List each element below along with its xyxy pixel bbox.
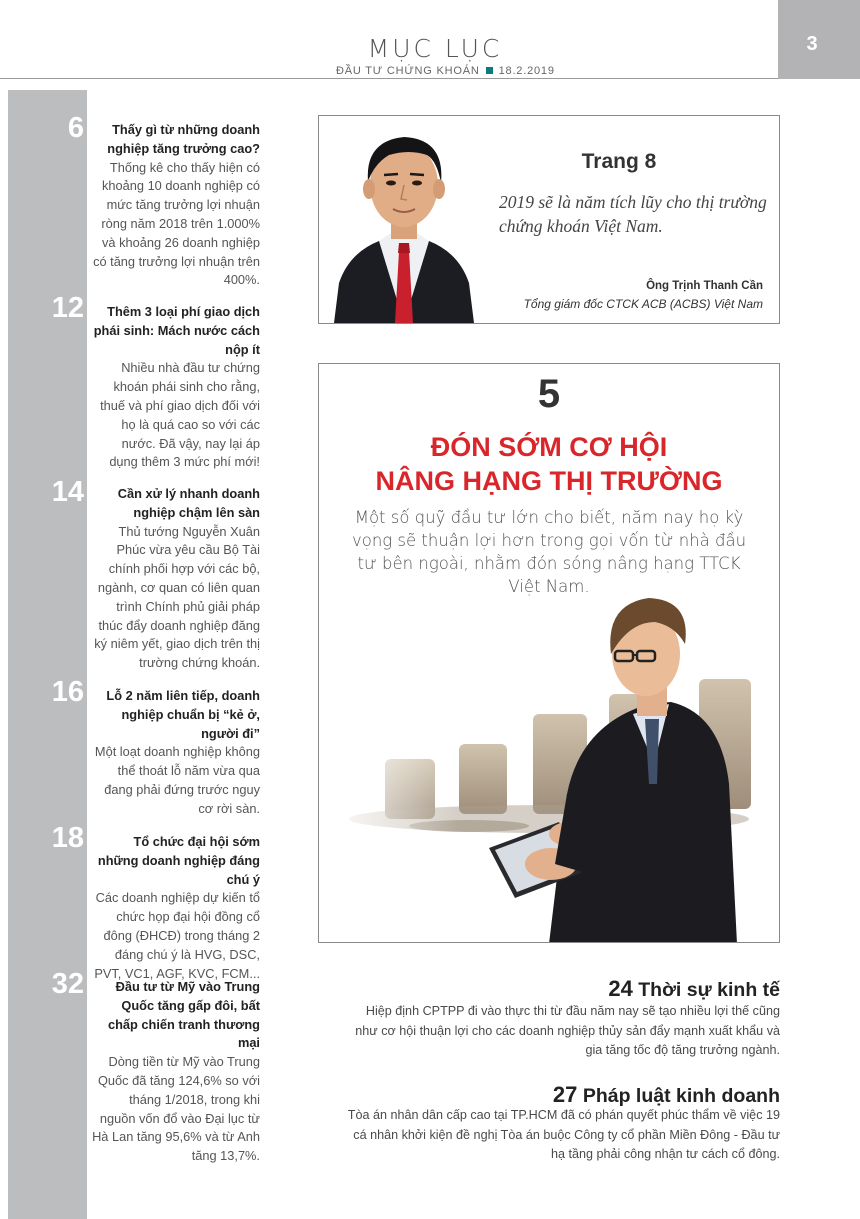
toc-page-number[interactable]: 6 bbox=[67, 112, 84, 144]
toc-entry[interactable] bbox=[92, 978, 260, 1166]
toc-title[interactable]: Đầu tư từ Mỹ vào Trung Quốc tăng gấp đôi, bất chấp chiến tranh thương mại bbox=[107, 979, 260, 1051]
left-strip bbox=[8, 90, 87, 1219]
issue-date: 18.2.2019 bbox=[498, 65, 555, 77]
toc-desc: Thủ tướng Nguyễn Xuân Phúc vừa yêu cầu Bộ Tài chính phối hợp với các bộ, ngành, cơ quan có liên quan trình Chính phủ giải pháp thúc đẩy doanh nghiệp đăng ký niêm yết, giao dịch trên thị trường chứng khoán. bbox=[94, 523, 260, 671]
toc-title[interactable]: Lỗ 2 năm liên tiếp, doanh nghiệp chuẩn bị “kẻ ở, người đi” bbox=[106, 688, 260, 741]
highlight-title: Trang 8 bbox=[581, 150, 657, 173]
toc-page-number[interactable]: 12 bbox=[51, 292, 84, 324]
feature-headline-line1[interactable]: ĐÓN SỚM CƠ HỘI bbox=[430, 432, 668, 462]
toc-page-number[interactable]: 14 bbox=[51, 476, 84, 508]
toc-title[interactable]: Thêm 3 loại phí giao dịch phái sinh: Mách nước cách nộp ít bbox=[93, 304, 260, 357]
feature-box[interactable] bbox=[318, 363, 780, 943]
toc-page-number[interactable]: 18 bbox=[51, 822, 84, 854]
person-name: Ông Trịnh Thanh Cần bbox=[646, 280, 763, 292]
feature-headline-line2[interactable]: NÂNG HẠNG THỊ TRƯỜNG bbox=[375, 466, 723, 496]
toc-desc: Các doanh nghiệp dự kiến tổ chức họp đại hội đồng cổ đông (ĐHCĐ) trong tháng 2 đáng chú ý là HVG, DSC, PVT, VC1, AGF, KVC, FCM... bbox=[94, 890, 260, 981]
portrait-photo bbox=[329, 123, 479, 323]
section-description: Tòa án nhân dân cấp cao tại TP.HCM đã có phán quyết phúc thẩm về việc 19 cá nhân khởi kiện đề nghị Tòa án buộc Công ty cổ phần Miền Đông - Đầu tư hạ tầng phải công nhận tư cách cổ đông. bbox=[347, 1108, 780, 1161]
toc-desc: Dòng tiền từ Mỹ vào Trung Quốc đã tăng 124,6% so với tháng 1/2018, trong khi nguồn vốn đổ vào Đại lục từ Hà Lan tăng 95,6% và từ Anh tăng 13,7%. bbox=[92, 1054, 260, 1164]
toc-entry[interactable] bbox=[92, 303, 260, 472]
section-description: Hiệp định CPTPP đi vào thực thi từ đầu năm nay sẽ tạo nhiều lợi thế cũng như cơ hội thuận lợi cho các doanh nghiệp thủy sản đẩy mạnh xuất khẩu và gia tăng tốc độ tăng trưởng ngành. bbox=[355, 1004, 780, 1057]
section-page-number[interactable]: 27 bbox=[552, 1082, 578, 1107]
toc-title[interactable]: Tổ chức đại hội sớm những doanh nghiệp đáng chú ý bbox=[97, 834, 260, 887]
publication-name: ĐẦU TƯ CHỨNG KHOÁN bbox=[336, 65, 480, 77]
toc-entry[interactable] bbox=[92, 485, 260, 673]
highlight-box[interactable] bbox=[318, 115, 780, 324]
section-page-number[interactable]: 24 bbox=[608, 976, 633, 1001]
toc-desc: Một loạt doanh nghiệp không thể thoát lỗ năm vừa qua đang phải đứng trước nguy cơ rời sàn. bbox=[94, 744, 260, 816]
feature-description: Một số quỹ đầu tư lớn cho biết, năm nay họ kỳ vọng sẽ thuận lợi hơn trong gọi vốn từ nhà đầu tư bên ngoài, nhằm đón sóng nâng hạng TTCK Việt Nam. bbox=[351, 508, 747, 596]
highlight-quote: 2019 sẽ là năm tích lũy cho thị trường chứng khoán Việt Nam. bbox=[499, 192, 767, 236]
feature-page-number[interactable]: 5 bbox=[537, 372, 561, 416]
toc-entry[interactable] bbox=[92, 687, 260, 819]
header-rule bbox=[0, 78, 778, 79]
section-title-text[interactable]: Thời sự kinh tế bbox=[638, 979, 780, 1001]
page-number: 3 bbox=[806, 33, 818, 55]
section-heading[interactable] bbox=[553, 1082, 780, 1108]
person-role: Tổng giám đốc CTCK ACB (ACBS) Việt Nam bbox=[523, 297, 763, 311]
toc-entry[interactable] bbox=[92, 121, 260, 290]
section-title-text[interactable]: Pháp luật kinh doanh bbox=[582, 1085, 780, 1107]
section-heading[interactable] bbox=[608, 976, 780, 1002]
section-title: MỤC LỤC bbox=[367, 34, 503, 63]
toc-entry[interactable] bbox=[92, 833, 260, 983]
toc-title[interactable]: Thấy gì từ những doanh nghiệp tăng trưởng cao? bbox=[107, 122, 260, 156]
toc-desc: Thống kê cho thấy hiện có khoảng 10 doanh nghiệp có mức tăng trưởng lợi nhuận ròng năm 2018 trên 1.000% và khoảng 26 doanh nghiệp có tăng trưởng lợi nhuận trên 400%. bbox=[93, 159, 260, 288]
toc-page-number[interactable]: 32 bbox=[51, 968, 84, 1000]
publication-line bbox=[336, 65, 555, 77]
toc-title[interactable]: Cần xử lý nhanh doanh nghiệp chậm lên sàn bbox=[117, 486, 260, 520]
toc-desc: Nhiều nhà đầu tư chứng khoán phái sinh cho rằng, thuế và phí giao dịch đối với họ là quá cao so với các nước. Đã vậy, nay lại áp dụng thêm 3 mức phí mới! bbox=[100, 360, 260, 470]
square-bullet-icon bbox=[486, 67, 493, 74]
toc-page-number[interactable]: 16 bbox=[51, 676, 84, 708]
